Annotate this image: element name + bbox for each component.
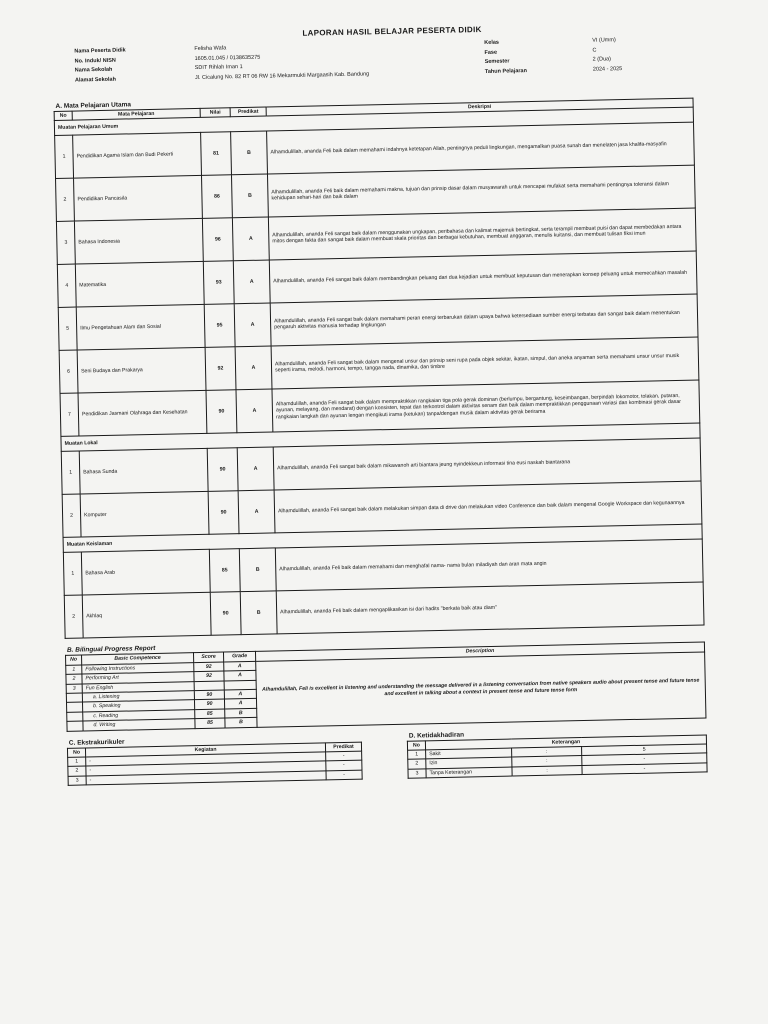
header-no: No — [67, 748, 85, 758]
subject-description: Alhamdulillah, ananda Feli baik dalam memahami dan menghafal nama- nama bulan miladiyah dan aran mata angin — [275, 539, 703, 591]
identity-label: Semester — [484, 58, 510, 65]
subject-score: 86 — [202, 175, 233, 219]
competence-score: 85 — [195, 709, 225, 719]
competence-score: 92 — [194, 671, 224, 681]
absence-separator: : — [512, 747, 582, 758]
subject-name: Ilmu Pengetahuan Alam dan Sosial — [76, 305, 205, 351]
header-no: No — [66, 655, 82, 665]
header-note: Keterangan — [425, 735, 706, 750]
activity-name: - — [86, 771, 326, 785]
competence-grade: A — [224, 689, 256, 699]
subject-description: Alhamdulillah, ananda Feli sangat baik dalam memahami peran energi terbarukan dalam upaya bahwa ketersediaan sumber energi terbatas dan sangat baik dalam menentukan pengaruh aktivitas manusia terhadap lingkungan — [270, 294, 698, 346]
identity-label: Fase — [484, 49, 498, 56]
subject-predicate: A — [235, 346, 272, 390]
row-number: 4 — [57, 264, 76, 307]
activity-predicate: - — [326, 770, 362, 780]
section-c-title: C. Ekstrakurikuler — [68, 738, 125, 747]
subject-predicate: A — [233, 260, 270, 304]
competence-name: Following Instructions — [82, 662, 194, 674]
subject-score: 90 — [206, 390, 237, 434]
row-number: 1 — [61, 451, 80, 494]
subject-name: Pendidikan Agama Islam dan Budi Pekerti — [73, 133, 202, 179]
bilingual-description: Alhamdulillah, Feli is excellent in listening and understanding the message delivered in a listening conversation from native speakers audio about present tense and future tense and excellent in talking about a context in present tense and future tense form — [256, 652, 706, 727]
subject-predicate: A — [238, 490, 275, 534]
absence-count: 5 — [582, 744, 707, 756]
extracurricular-table — [67, 741, 363, 786]
row-number: 7 — [60, 393, 79, 436]
row-number: 3 — [56, 221, 75, 264]
competence-score: 90 — [194, 690, 224, 700]
header-no: No — [54, 111, 72, 121]
subject-score: 81 — [201, 132, 232, 176]
subject-description: Alhamdulillah, ananda Feli sangat baik dalam mengenal unsur dan prinsip seni rupa pada objek sekitar, ikatan, simpul, dan aneka anyaman serta memahami unsur unsur musik seperti irama, melodi, harmoni, tempo, tangga nada, dinamika, dan timbre — [271, 337, 699, 389]
header-score: Score — [193, 652, 223, 662]
row-number — [67, 702, 83, 712]
subject-description: Alhamdulillah, ananda Feli baik dalam memahami makna, tujuan dan prinsip dasar dalam musyawarah untuk mencapai mufakat serta memahami pentingnya toleransi dalam kehidupan sehari-hari dan baik dalam — [267, 165, 695, 217]
subject-score: 95 — [204, 304, 235, 348]
subject-name: Bahasa Sunda — [79, 449, 208, 495]
extracurricular-body — [68, 751, 363, 785]
row-number: 1 — [55, 135, 74, 178]
row-number: 1 — [63, 552, 82, 595]
subject-description: Alhamdulillah, ananda Feli sangat baik dalam menggunakan ungkapan, peribahasa dan kalimat majemuk bertingkat, serta terampil membuat puisi dan dapat membedakan antara mitos dengan fakta dan sangat baik dalam membuat skala prioritas dan berbagai kebutuhan, membuat anggaran, menulis kuitansi, dan membuat tulisan fiksi imun — [268, 208, 696, 260]
section-a-title: A. Mata Pelajaran Utama — [55, 101, 132, 110]
row-number: 2 — [68, 766, 86, 776]
subject-score: 93 — [203, 261, 234, 305]
subject-name: Seni Budaya dan Prakarya — [77, 348, 206, 394]
identity-value: Felisha Wafa — [194, 45, 227, 53]
header-no: No — [407, 740, 425, 750]
row-number — [66, 693, 82, 703]
subject-description: Alhamdulillah, ananda Feli sangat baik dalam membandingkan peluang dari dua kejadian untuk membuat keputusan dan menerapkan konsep peluang untuk memecahkan masalah — [269, 251, 697, 303]
competence-name: d. Writing — [83, 719, 195, 731]
bottom-sections — [67, 724, 709, 817]
competence-grade: B — [225, 708, 257, 718]
row-number: 3 — [66, 684, 82, 694]
identity-label: No. Induk/ NISN — [74, 57, 116, 65]
competence-grade: A — [224, 671, 256, 681]
group-name: Muatan Lokal — [61, 423, 700, 451]
subject-score: 92 — [205, 347, 236, 391]
identity-right — [484, 37, 622, 78]
identity-value: SDIT Rihlah Iman 1 — [194, 64, 243, 72]
identity-value: C — [592, 47, 597, 54]
row-number: 2 — [62, 494, 81, 537]
identity-value: 2024 - 2025 — [592, 65, 623, 73]
subject-name: Komputer — [80, 492, 209, 538]
row-number: 2 — [66, 674, 82, 684]
subject-predicate: B — [231, 174, 268, 218]
identity-label: Tahun Pelajaran — [484, 67, 528, 75]
absence-separator: : — [512, 765, 582, 776]
subject-description: Alhamdulillah, ananda Feli sangat baik dalam mikawanoh arti biantara jeung nyindekkeun informasi tina eusi naskah biantarana — [273, 438, 701, 490]
absence-count: - — [582, 763, 707, 775]
report-title: LAPORAN HASIL BELAJAR PESERTA DIDIK — [302, 25, 482, 38]
subject-predicate: A — [237, 447, 274, 491]
attendance-section — [407, 724, 708, 779]
subject-score: 85 — [209, 549, 240, 593]
header-subject: Mata Pelajaran — [72, 108, 200, 120]
row-number: 3 — [408, 769, 426, 779]
identity-label: Alamat Sekolah — [74, 76, 116, 84]
activity-name: - — [86, 752, 326, 766]
absence-separator: : — [512, 756, 582, 767]
identity-value: 2 (Dua) — [592, 56, 612, 63]
absence-count: - — [582, 753, 707, 765]
subject-predicate: A — [234, 303, 271, 347]
subject-score: 90 — [208, 491, 239, 535]
identity-label: Nama Peserta Didik — [74, 47, 126, 55]
subject-score: 90 — [207, 448, 238, 492]
section-b-title-text: B. Bilingual Progress Report — [66, 645, 156, 655]
subject-description: Alhamdulillah, ananda Feli sangat baik dalam mempraktikkan rangkaian tiga pola gerak dominan (berlumpu, bergantung, keseimbangan, berpindah lokomotor, tolakan, putaran, ayunan, melayang, dan mendarat) dengan konsisten, tepat dan terkontrol dalam aktivitas senam dan baik dalam mempraktikkan penggunaan variasi dan kombinasi gerak dasar rangkaian langkah dan ayunan lengan mengikuti irama (ketukan) tanpa/dengan musik dalam aktivitas gerak berirama — [272, 380, 700, 432]
subject-predicate: A — [236, 389, 273, 433]
competence-name: Performing Art — [82, 672, 194, 684]
attendance-table — [407, 734, 708, 779]
competence-score: 85 — [195, 718, 225, 728]
group-name: Muatan Pelajaran Umum — [54, 107, 693, 135]
identity-label: Kelas — [484, 39, 500, 46]
group-name: Muatan Keislaman — [63, 524, 702, 552]
subject-name: Pendidikan Jasmani Olahraga dan Kesehatan — [78, 391, 207, 437]
absence-type: Izin — [426, 757, 512, 768]
bilingual-table — [65, 642, 706, 732]
header-score: Nilai — [200, 108, 230, 118]
identity-left — [74, 42, 369, 86]
competence-name: Fun English — [82, 681, 194, 693]
extracurricular-section — [67, 731, 363, 786]
subject-score: 96 — [202, 218, 233, 262]
row-number: 1 — [68, 757, 86, 767]
subject-name: Bahasa Indonesia — [74, 219, 203, 265]
activity-predicate: - — [326, 761, 362, 771]
row-number: 3 — [68, 776, 86, 786]
competence-name: a. Listening — [82, 691, 194, 703]
subject-predicate: A — [232, 217, 269, 261]
subject-name: Akhlaq — [82, 593, 211, 639]
header-predicate: Predikat — [325, 742, 361, 752]
subject-description: Alhamdulillah, ananda Feli baik dalam memahami indahnya ketetapan Allah, pentingnya peduli lingkungan, mengamalkan puasa sunah dan menelaten jasa khalifa-masyafin — [267, 122, 695, 174]
identity-row — [485, 66, 623, 78]
absence-type: Tanpa Keterangan — [426, 767, 512, 778]
row-number: 1 — [66, 665, 82, 675]
subject-description: Alhamdulillah, ananda Feli baik dalam mengaplikasikan isi dari hadits "berkata baik atau diam" — [276, 582, 704, 634]
subject-predicate: B — [231, 131, 268, 175]
subject-name: Pendidikan Pancasila — [74, 176, 203, 222]
identity-value: VI (Umm) — [592, 37, 616, 44]
header-description: Deskripsi — [266, 98, 693, 116]
competence-name: b. Speaking — [83, 700, 195, 712]
header-predicate: Predikat — [230, 107, 266, 117]
competence-grade: B — [225, 718, 257, 728]
header-activity: Kegiatan — [85, 743, 325, 757]
identity-label: Nama Sekolah — [74, 66, 113, 74]
main-subjects-table — [54, 98, 705, 640]
identity-value: Jl. Cicalung No. 82 RT 06 RW 16 Mekarmukti Margaasih Kab. Bandung — [194, 70, 370, 81]
header-grade: Grade — [223, 652, 255, 662]
report-document — [52, 21, 708, 818]
subject-score: 90 — [210, 592, 241, 636]
competence-name: c. Reading — [83, 710, 195, 722]
absence-type: Sakit — [426, 748, 512, 759]
competence-grade: A — [224, 699, 256, 709]
competence-grade: A — [224, 661, 256, 671]
row-number: 2 — [408, 759, 426, 769]
activity-predicate: - — [326, 751, 362, 761]
competence-score: 92 — [194, 662, 224, 672]
row-number: 5 — [58, 307, 77, 350]
activity-name: - — [86, 761, 326, 775]
main-subjects-body — [54, 107, 704, 638]
row-number: 1 — [408, 750, 426, 760]
subject-predicate: B — [239, 548, 276, 592]
subject-name: Matematika — [75, 262, 204, 308]
identity-value: 1605.01.045 / 0138635275 — [194, 54, 261, 62]
subject-description: Alhamdulillah, ananda Feli sangat baik dalam melakukan simpan data di drive dan melakukan video Conference dan baik dalam mengenal Google Workspace dan kegunaannya — [274, 481, 702, 533]
row-number — [67, 721, 83, 731]
header-competence: Basic Competence — [82, 653, 194, 665]
bilingual-body — [66, 652, 706, 731]
attendance-body — [408, 744, 708, 778]
row-number: 2 — [64, 595, 83, 638]
header-description: Description — [255, 642, 704, 661]
subject-name: Bahasa Arab — [81, 550, 210, 596]
subject-predicate: B — [240, 591, 277, 635]
section-d-title: D. Ketidakhadiran — [408, 731, 465, 740]
competence-score: 90 — [194, 699, 224, 709]
row-number — [67, 712, 83, 722]
row-number: 2 — [56, 178, 75, 221]
row-number: 6 — [59, 350, 78, 393]
